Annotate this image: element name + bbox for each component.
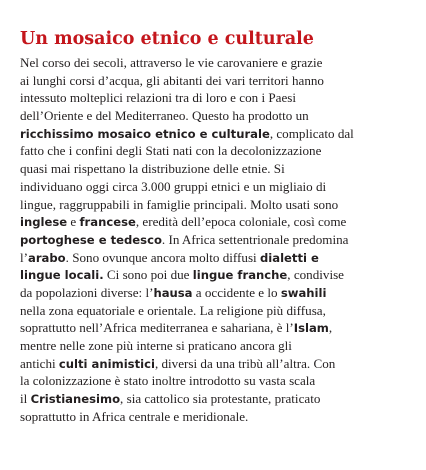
- text-run: antichi: [20, 355, 59, 371]
- text-run: Ci sono poi due: [103, 267, 193, 283]
- text-line: [20, 319, 420, 337]
- text-line: [20, 372, 420, 390]
- text-run: ,: [328, 320, 333, 336]
- bold-term: swahili: [280, 285, 327, 300]
- text-run: , diversi da una tribù all’altra. Con: [154, 355, 336, 371]
- text-run: individuano oggi circa 3.000 gruppi etnici e un migliaio di: [20, 178, 327, 194]
- text-line: [20, 196, 420, 214]
- text-run: nella zona equatoriale e orientale. La religione più diffusa,: [20, 302, 326, 318]
- bold-term: hausa: [153, 285, 193, 300]
- bold-term: ricchissimo mosaico etnico e culturale: [20, 126, 270, 141]
- body-paragraph: [20, 54, 420, 425]
- text-run: . In Africa settentrionale predomina: [161, 231, 349, 247]
- text-line: [20, 160, 420, 178]
- text-line: [20, 125, 420, 143]
- text-run: soprattutto in Africa centrale e meridionale.: [20, 408, 249, 424]
- text-run: quasi mai rispettano la distribuzione delle etnie. Si: [20, 161, 285, 177]
- text-line: [20, 284, 420, 302]
- text-line: [20, 54, 420, 72]
- text-run: da popolazioni diverse: l’: [20, 284, 154, 300]
- bold-term: lingue locali.: [20, 268, 104, 283]
- text-run: dell’Oriente e del Mediterraneo. Questo ha prodotto un: [20, 108, 309, 124]
- bold-term: Islam: [293, 321, 329, 336]
- bold-term: arabo: [28, 250, 66, 265]
- bold-term: francese: [79, 215, 136, 230]
- text-line: [20, 266, 420, 284]
- text-line: [20, 142, 420, 160]
- text-line: [20, 249, 420, 267]
- text-line: [20, 89, 420, 107]
- text-run: , complicato dal: [269, 125, 354, 141]
- section-title: Un mosaico etnico e culturale: [20, 29, 314, 49]
- bold-term: portoghese e tedesco: [20, 232, 162, 247]
- bold-term: dialetti e: [259, 250, 319, 265]
- text-run: il: [20, 391, 31, 407]
- text-line: [20, 337, 420, 355]
- text-run: lingue, raggruppabili in famiglie principali. Molto usati sono: [20, 196, 339, 212]
- bold-term: lingue franche: [192, 268, 288, 283]
- bold-term: Cristianesimo: [30, 392, 121, 407]
- text-run: a occidente e lo: [192, 284, 281, 300]
- bold-term: culti animistici: [58, 356, 155, 371]
- text-run: e: [67, 214, 80, 230]
- text-run: la colonizzazione è stato inoltre introdotto su vasta scala: [20, 373, 316, 389]
- text-line: [20, 231, 420, 249]
- text-line: [20, 355, 420, 373]
- text-line: [20, 178, 420, 196]
- text-run: , sia cattolico sia protestante, praticato: [120, 391, 321, 407]
- text-line: [20, 107, 420, 125]
- text-line: [20, 408, 420, 426]
- text-run: , condivise: [287, 267, 344, 283]
- text-line: [20, 390, 420, 408]
- text-line: [20, 72, 420, 90]
- text-run: Nel corso dei secoli, attraverso le vie carovaniere e grazie: [20, 55, 323, 70]
- text-run: mentre nelle zone più interne si praticano ancora gli: [20, 338, 292, 353]
- text-line: [20, 302, 420, 320]
- text-run: . Sono ovunque ancora molto diffusi: [65, 249, 260, 265]
- text-run: , eredità dell’epoca coloniale, così come: [135, 214, 347, 230]
- text-run: l’: [20, 249, 28, 265]
- text-run: soprattutto nell’Africa mediterranea e sahariana, è l’: [20, 320, 294, 336]
- text-line: [20, 213, 420, 231]
- text-run: intessuto molteplici relazioni tra di loro e con i Paesi: [20, 90, 296, 106]
- text-run: ai lunghi corsi d’acqua, gli abitanti dei vari territori hanno: [20, 72, 324, 88]
- bold-term: inglese: [20, 215, 68, 230]
- text-run: fatto che i confini degli Stati nati con la decolonizzazione: [20, 143, 322, 159]
